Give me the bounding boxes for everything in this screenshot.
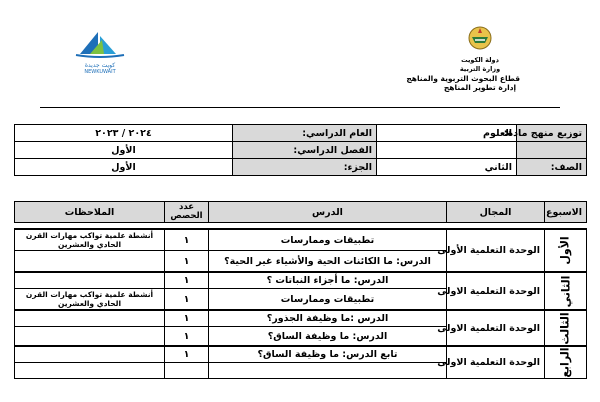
notes-cell xyxy=(15,346,165,363)
grade-label: الصف: xyxy=(517,159,587,176)
periods-cell: ١ xyxy=(165,272,209,289)
semester-value: الأول xyxy=(15,142,233,159)
week-label: الرابع xyxy=(558,347,572,378)
domain-cell: الوحدة التعلمية الاولى xyxy=(447,346,545,379)
notes-cell xyxy=(15,327,165,347)
periods-cell: ١ xyxy=(165,251,209,273)
table-row xyxy=(15,346,587,363)
table-row xyxy=(15,229,587,251)
lesson-cell: الدرس: ما أجزاء النباتات ؟ xyxy=(209,272,447,289)
emblem-line-1: دولة الكويت xyxy=(461,56,499,64)
week-label: الثالث xyxy=(558,311,572,345)
notes-cell xyxy=(15,272,165,289)
grade-value: الثاني xyxy=(377,159,517,176)
lesson-header: الدرس xyxy=(209,202,447,223)
domain-cell: الوحدة التعلمية الاولى xyxy=(447,310,545,346)
part-label: الجزء: xyxy=(233,159,377,176)
info-table xyxy=(14,124,587,176)
week-cell xyxy=(545,229,587,272)
new-kuwait-logo xyxy=(72,28,128,75)
notes-cell xyxy=(15,363,165,379)
lesson-cell: تطبيقات وممارسات xyxy=(209,289,447,311)
notes-cell xyxy=(15,310,165,327)
year-value: ٢٠٢٤ / ٢٠٢٣ xyxy=(15,125,233,142)
header-divider xyxy=(40,107,560,108)
notes-cell: أنشطة علمية تواكب مهارات القرن الحادي والعشرين xyxy=(15,289,165,311)
subject-value: العلوم xyxy=(377,125,517,142)
periods-cell: ١ xyxy=(165,327,209,347)
semester-label: الفصل الدراسي: xyxy=(233,142,377,159)
periods-cell: ١ xyxy=(165,346,209,363)
emblem-line-2: وزارة التربية xyxy=(459,65,501,73)
domain-header: المجال xyxy=(447,202,545,223)
periods-cell xyxy=(165,363,209,379)
logo-subtext: NEWKUWAIT xyxy=(84,69,116,75)
lesson-cell: الدرس: ما الكائنات الحية والأشياء غير الحية؟ xyxy=(209,251,447,273)
notes-cell: أنشطة علمية تواكب مهارات القرن الحادي والعشرين xyxy=(15,229,165,251)
year-label: العام الدراسي: xyxy=(233,125,377,142)
emblem-line-4: إدارة تطوير المناهج xyxy=(443,83,517,92)
week-label: الأول xyxy=(559,236,572,265)
lesson-cell: تطبيقات وممارسات xyxy=(209,229,447,251)
lesson-cell xyxy=(209,363,447,379)
lesson-cell: الدرس: ما وظيفة الساق؟ xyxy=(209,327,447,347)
part-value: الأول xyxy=(15,159,233,176)
subject-label: توزيع منهج مادة: xyxy=(517,125,587,142)
periods-cell: ١ xyxy=(165,229,209,251)
week-cell xyxy=(545,346,587,379)
periods-header: عدد الحصص xyxy=(165,202,209,223)
domain-cell: الوحدة التعلمية الأولى xyxy=(447,229,545,272)
blank-label xyxy=(517,142,587,159)
kuwait-emblem xyxy=(406,24,520,104)
periods-cell: ١ xyxy=(165,289,209,311)
week-header: الاسبوع xyxy=(545,202,587,223)
notes-cell xyxy=(15,251,165,273)
emblem-line-3: قطاع البحوث التربوية والمناهج xyxy=(406,74,520,83)
week-cell xyxy=(545,310,587,346)
week-cell xyxy=(545,272,587,310)
blank-value xyxy=(377,142,517,159)
domain-cell: الوحدة التعلمية الاولى xyxy=(447,272,545,310)
lesson-cell: الدرس :ما وظيفة الجذور؟ xyxy=(209,310,447,327)
emblem-icon xyxy=(467,24,493,52)
sail-icon xyxy=(72,28,128,58)
periods-cell: ١ xyxy=(165,310,209,327)
table-row xyxy=(15,310,587,327)
week-label: الثاني xyxy=(559,275,572,307)
lesson-cell: تابع الدرس: ما وظيفة الساق؟ xyxy=(209,346,447,363)
notes-header: الملاحظات xyxy=(15,202,165,223)
distribution-table xyxy=(14,201,587,379)
logo-text: كويت جديدة xyxy=(84,62,116,69)
table-row xyxy=(15,272,587,289)
